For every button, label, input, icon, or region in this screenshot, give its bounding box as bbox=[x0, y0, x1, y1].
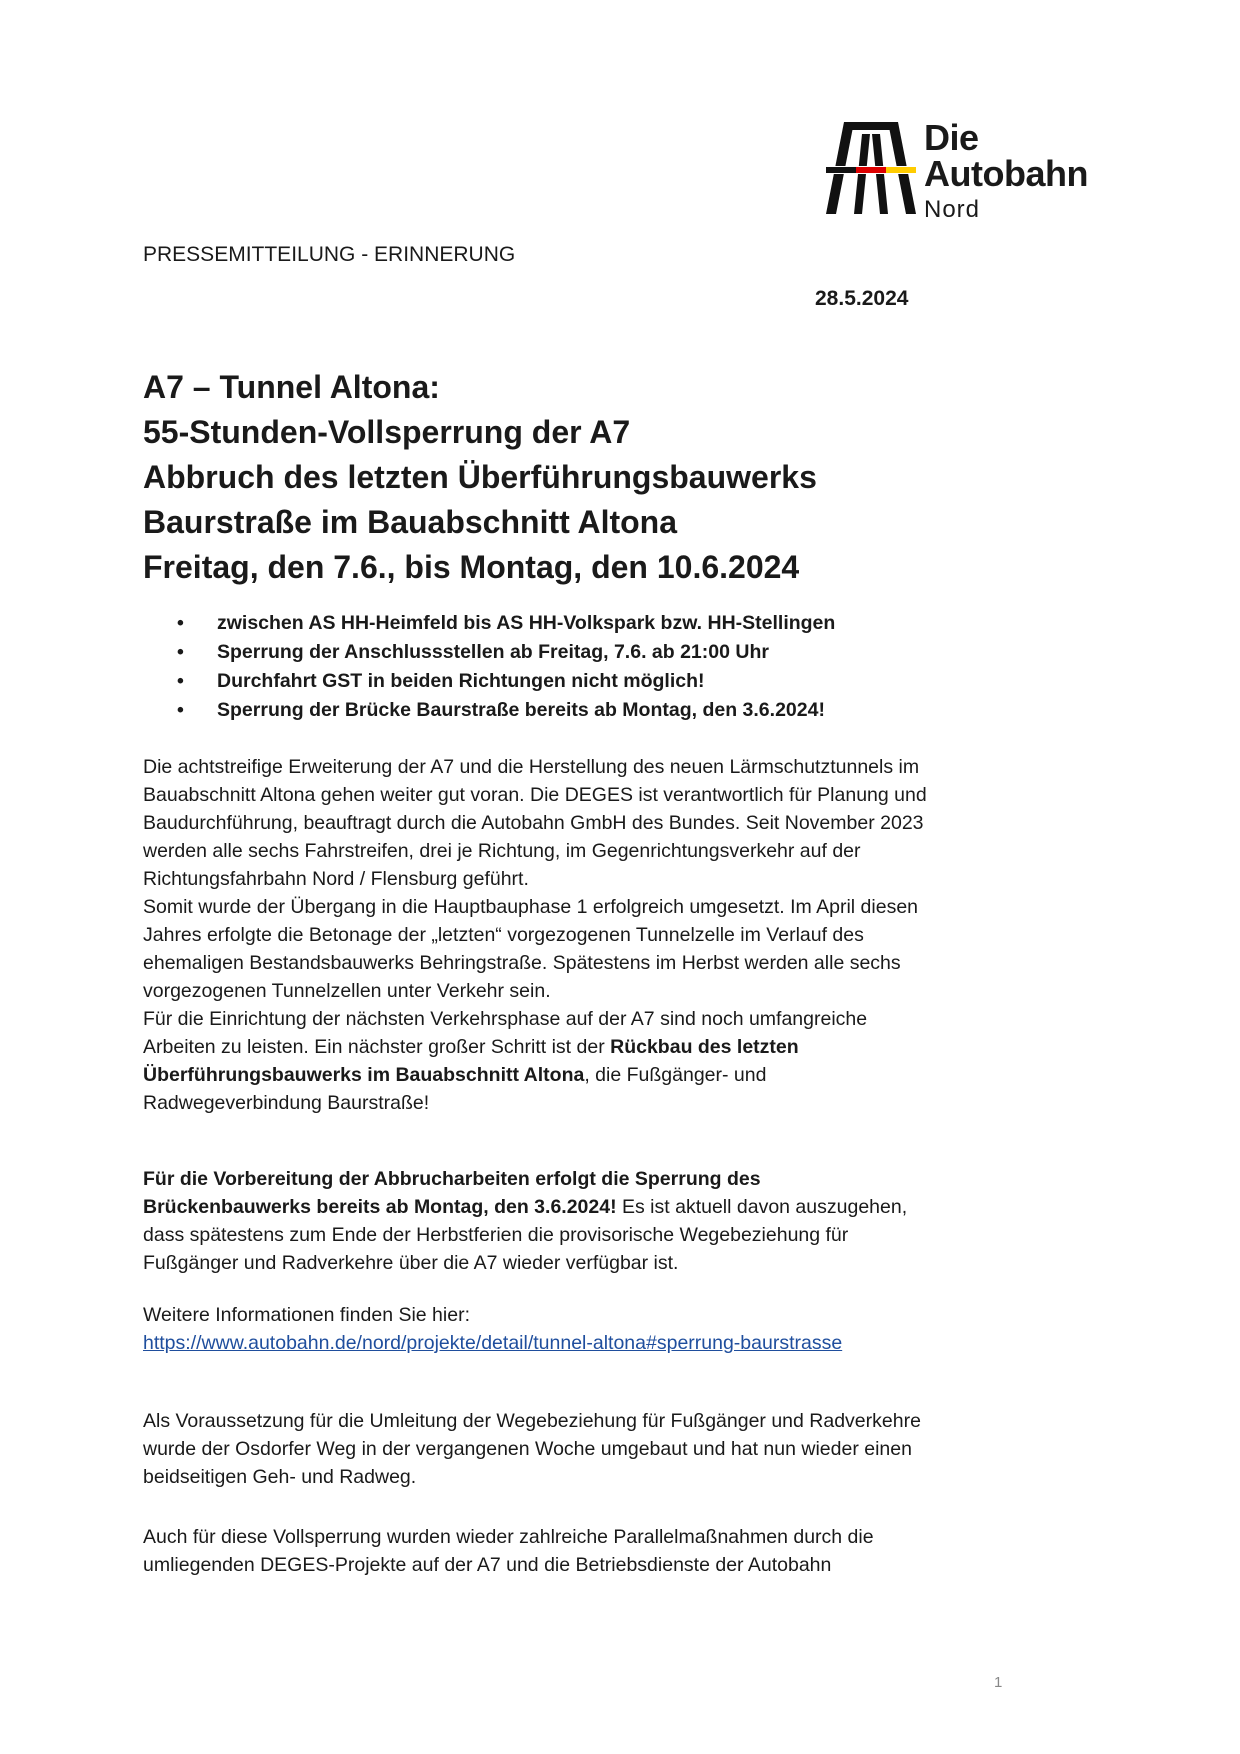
list-item-text: Durchfahrt GST in beiden Richtungen nicht möglich! bbox=[217, 670, 705, 692]
headline bbox=[143, 365, 817, 590]
list-item-text: Sperrung der Brücke Baurstraße bereits ab Montag, den 3.6.2024! bbox=[217, 699, 825, 721]
paragraph-intro bbox=[143, 753, 933, 1117]
paragraph-detour bbox=[143, 1407, 933, 1491]
paragraph-closure bbox=[143, 1165, 933, 1277]
paragraph-text-run: , die Fußgänger- und Radwegeverbindung Baurstraße! bbox=[143, 1064, 767, 1114]
autobahn-logo bbox=[826, 117, 1088, 223]
bullet-icon: • bbox=[177, 612, 184, 634]
link-line bbox=[143, 1329, 933, 1357]
paragraph-text: Als Voraussetzung für die Umleitung der Wegebeziehung für Fußgänger und Radverkehre wurde der Osdorfer Weg in der vergangenen Woche umgebaut und hat nun wieder einen beidseitigen Geh- und Radweg. bbox=[143, 1410, 921, 1488]
bullet-icon: • bbox=[177, 641, 184, 663]
list-item bbox=[143, 696, 835, 725]
headline-line: 55-Stunden-Vollsperrung der A7 bbox=[143, 414, 631, 450]
list-item bbox=[143, 638, 835, 667]
project-info-link[interactable]: https://www.autobahn.de/nord/projekte/detail/tunnel-altona#sperrung-baurstrasse bbox=[143, 1332, 843, 1354]
paragraph-text-run: Für die Einrichtung der nächsten Verkehrsphase auf der A7 sind noch umfangreiche Arbeiten zu leisten. Ein nächster großer Schritt ist der bbox=[143, 1008, 868, 1058]
key-facts-list bbox=[143, 609, 835, 725]
paragraph-text: Somit wurde der Übergang in die Hauptbauphase 1 erfolgreich umgesetzt. Im April diesen Jahres erfolgte die Betonage der „letzten“ vorgezogenen Tunnelzelle im Verlauf des ehemaligen Bestandsbauwerks Behringstraße. Spätestens im Herbst werden alle sechs vorgezogenen Tunnelzellen unter Verkehr sein. bbox=[143, 896, 919, 1002]
headline-line: Freitag, den 7.6., bis Montag, den 10.6.2024 bbox=[143, 549, 800, 585]
paragraph-bold-run: Für die Vorbereitung der Abbrucharbeiten erfolgt die Sperrung des Brückenbauwerks bereits ab Montag, den 3.6.2024! bbox=[143, 1168, 761, 1218]
headline-line: Baurstraße im Bauabschnitt Altona bbox=[143, 504, 678, 540]
bullet-icon: • bbox=[177, 699, 184, 721]
paragraph-text-run: Es ist aktuell davon auszugehen, dass spätestens zum Ende der Herbstferien die provisorische Wegebeziehung für Fußgänger und Radverkehre über die A7 wieder verfügbar ist. bbox=[143, 1196, 908, 1274]
list-item-text: Sperrung der Anschlussstellen ab Freitag, 7.6. ab 21:00 Uhr bbox=[217, 641, 769, 663]
logo-wordmark bbox=[924, 117, 1088, 223]
logo-nord: Nord bbox=[924, 196, 981, 223]
headline-line: A7 – Tunnel Altona: bbox=[143, 369, 440, 405]
paragraph-bold-run: Rückbau des letzten Überführungsbauwerks im Bauabschnitt Altona bbox=[143, 1036, 799, 1086]
list-item-text: zwischen AS HH-Heimfeld bis AS HH-Volkspark bzw. HH-Stellingen bbox=[217, 612, 836, 634]
logo-autobahn: Autobahn bbox=[924, 153, 1088, 194]
bullet-icon: • bbox=[177, 670, 184, 692]
logo-die: Die bbox=[924, 117, 979, 158]
paragraph-parallel-measures bbox=[143, 1523, 933, 1579]
document-type: PRESSEMITTEILUNG - ERINNERUNG bbox=[143, 243, 516, 266]
headline-line: Abbruch des letzten Überführungsbauwerks bbox=[143, 459, 817, 495]
autobahn-road-icon bbox=[826, 120, 916, 216]
paragraph-text bbox=[143, 1005, 933, 1117]
paragraph-text: Weitere Informationen finden Sie hier: bbox=[143, 1304, 470, 1326]
press-date: 28.5.2024 bbox=[815, 287, 909, 310]
paragraph-text: Auch für diese Vollsperrung wurden wieder zahlreiche Parallelmaßnahmen durch die umliegenden DEGES-Projekte auf der A7 und die Betriebsdienste der Autobahn bbox=[143, 1526, 874, 1576]
paragraph-more-info bbox=[143, 1301, 933, 1357]
list-item bbox=[143, 609, 835, 638]
paragraph-text: Die achtstreifige Erweiterung der A7 und die Herstellung des neuen Lärmschutztunnels im Bauabschnitt Altona gehen weiter gut voran. Die DEGES ist verantwortlich für Planung und Baudurchführung, beauftragt durch die Autobahn GmbH des Bundes. Seit November 2023 werden alle sechs Fahrstreifen, drei je Richtung, im Gegenrichtungsverkehr auf der Richtungsfahrbahn Nord / Flensburg geführt. bbox=[143, 756, 927, 890]
list-item bbox=[143, 667, 835, 696]
paragraph-text bbox=[143, 1165, 933, 1277]
page-number: 1 bbox=[994, 1674, 1003, 1691]
